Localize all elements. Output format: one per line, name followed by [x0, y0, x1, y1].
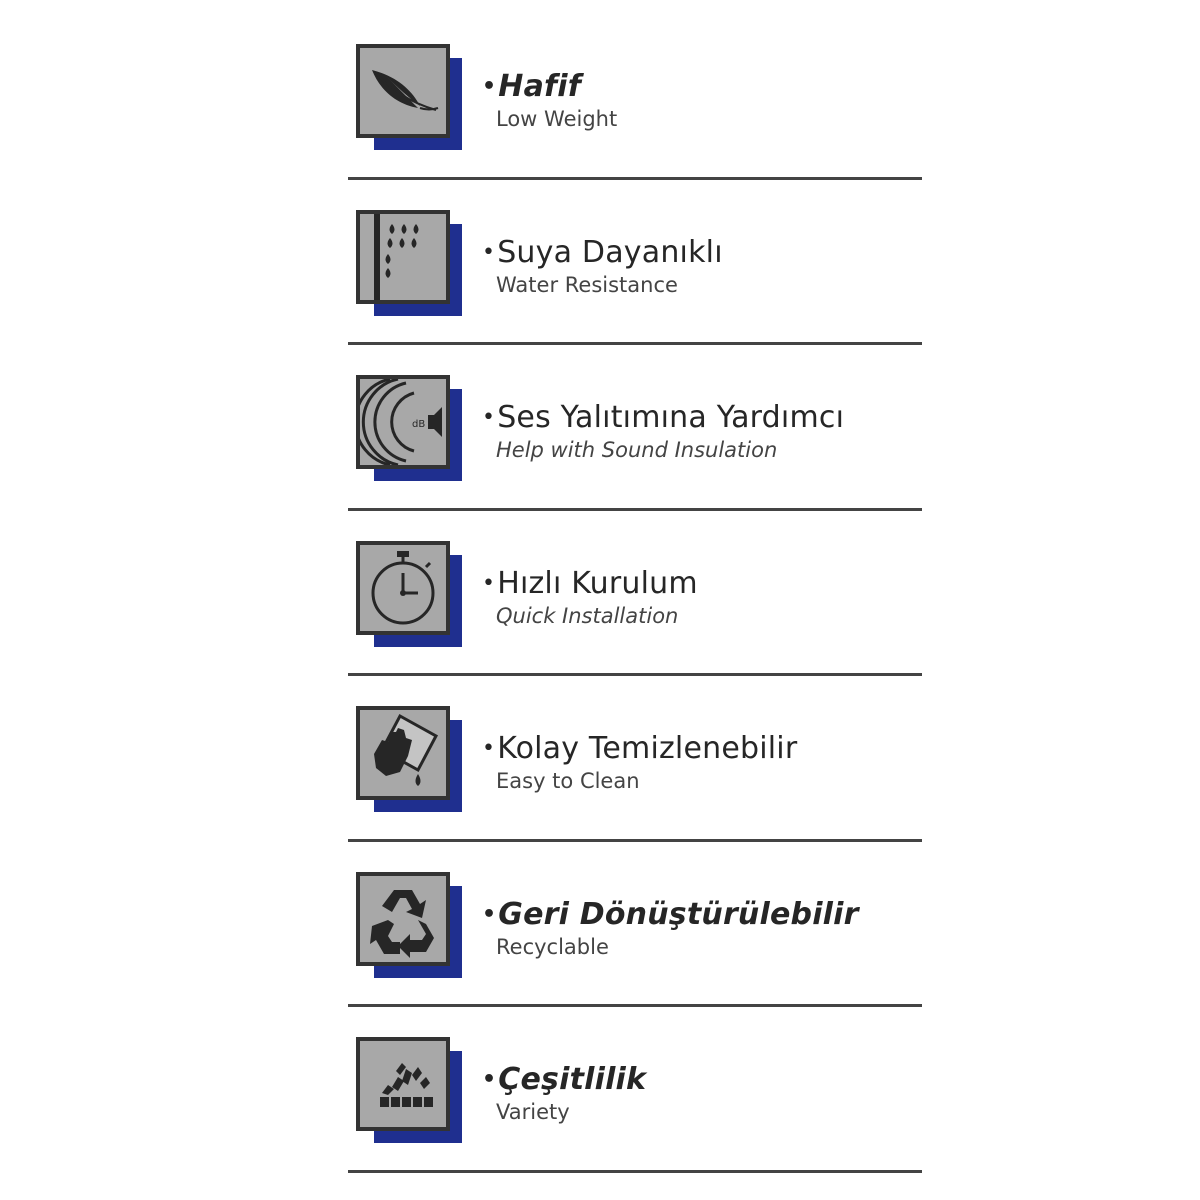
feature-subtitle: Help with Sound Insulation [496, 438, 778, 462]
feature-subtitle: Easy to Clean [496, 769, 640, 793]
feature-title [482, 732, 797, 766]
tile-face [356, 44, 450, 138]
bullet: • [482, 736, 496, 761]
bullet: • [482, 901, 497, 927]
sound-insulation-icon [360, 379, 446, 465]
feature-title [482, 567, 698, 601]
feature-title [482, 236, 723, 270]
feature-text [482, 898, 859, 962]
icon-tile [356, 44, 462, 150]
tile-face [356, 210, 450, 304]
feature-text [482, 732, 797, 796]
feature-text [482, 401, 844, 465]
feature-row-variety [348, 1007, 922, 1173]
tile-face [356, 706, 450, 800]
feather-icon [360, 48, 446, 134]
water-drops-icon [360, 214, 446, 300]
tile-face [356, 541, 450, 635]
feature-subtitle: Water Resistance [496, 272, 678, 297]
feature-text [482, 236, 723, 300]
feature-text [482, 567, 698, 631]
feature-row-recyclable [348, 842, 922, 1008]
feature-text [482, 1063, 646, 1127]
icon-tile [356, 541, 462, 647]
feature-subtitle: Low Weight [496, 107, 618, 131]
feature-subtitle: Variety [496, 1100, 570, 1124]
icon-tile [356, 375, 462, 481]
recycle-icon [360, 876, 446, 962]
feature-subtitle: Recyclable [496, 934, 609, 959]
feature-row-easy-to-clean [348, 676, 922, 842]
feature-title [482, 1063, 646, 1097]
feature-list [348, 14, 922, 1173]
tile-face [356, 1037, 450, 1131]
db-label: dB [412, 419, 426, 430]
bullet: • [482, 239, 496, 265]
icon-tile [356, 872, 462, 978]
feature-title-text: Çeşitlilik [498, 1062, 647, 1097]
feature-title-text: Hafif [498, 69, 582, 104]
wiping-hand-icon [360, 710, 446, 796]
feature-row-water-resistance [348, 180, 922, 346]
feature-title-text: Ses Yalıtımına Yardımcı [497, 400, 845, 435]
feature-title-text: Kolay Temizlenebilir [497, 731, 798, 766]
feature-row-sound-insulation [348, 345, 922, 511]
icon-tile [356, 210, 462, 316]
bullet: • [482, 1067, 497, 1092]
feature-title [482, 70, 617, 104]
feature-title-text: Suya Dayanıklı [497, 234, 723, 270]
tile-face [356, 872, 450, 966]
feature-title-text: Hızlı Kurulum [497, 565, 698, 601]
icon-tile [356, 706, 462, 812]
feature-title [482, 898, 859, 932]
feature-text [482, 70, 617, 134]
bullet: • [482, 405, 496, 430]
feature-row-quick-installation [348, 511, 922, 677]
bullet: • [482, 570, 496, 596]
color-swatch-icon [360, 1041, 446, 1127]
feature-subtitle: Quick Installation [496, 603, 679, 628]
feature-row-low-weight [348, 14, 922, 180]
feature-title-text: Geri Dönüştürülebilir [498, 896, 859, 932]
bullet: • [482, 74, 497, 99]
icon-tile [356, 1037, 462, 1143]
stopwatch-icon [360, 545, 446, 631]
feature-title [482, 401, 844, 435]
tile-face [356, 375, 450, 469]
